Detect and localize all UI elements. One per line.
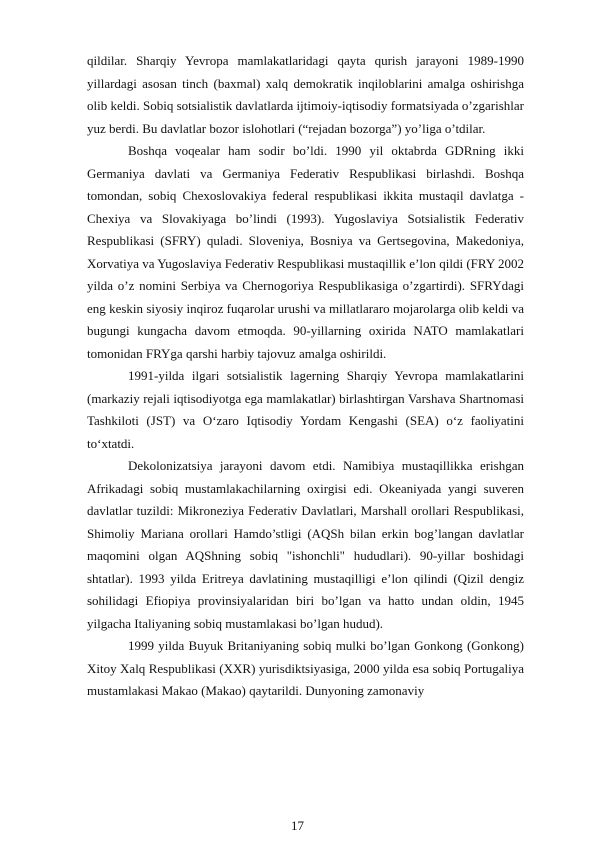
- paragraph-continuation: qildilar. Sharqiy Yevropa mamlakatlaridagi qayta qurish jarayoni 1989-1990 yillardagi asosan tinch (baxmal) xalq demokratik inqiloblarini amalga oshirishga olib keldi. Sobiq sotsialistik davlatlarda ijtimoiy-iqtisodiy formatsiyada o’zgarishlar yuz berdi. Bu davlatlar bozor islohotlari (“rejadan bozorga”) yo’liga o’tdilar.: [87, 53, 524, 136]
- paragraph-warsaw-pact: 1991-yilda ilgari sotsialistik lagerning Sharqiy Yevropa mamlakatlarini (markaziy rejali iqtisodiyotga ega mamlakatlar) birlashtirgan Varshava Shartnomasi Tashkiloti (JST) va O‘zaro Iqtisodiy Yordam Kengashi (SEA) o‘z faoliyatini to‘xtatdi.: [87, 368, 524, 451]
- document-body: [87, 50, 524, 703]
- paragraph-decolonization: Dekolonizatsiya jarayoni davom etdi. Namibiya mustaqillikka erishgan Afrikadagi sobiq mustamlakachilarning oxirgisi edi. Okeaniyada yangi suveren davlatlar tuzildi: Mikroneziya Federativ Davlatlari, Marshall orollari Respublikasi, Shimoliy Mariana orollari Hamdo’stligi (AQSh bilan erkin bog’langan davlatlar maqomini olgan AQShning sobiq "ishonchli" hududlari). 90-yillar boshidagi shtatlar). 1993 yilda Eritreya davlatining mustaqilligi e’lon qilindi (Qizil dengiz sohilidagi Efiopiya provinsiyalaridan biri bo’lgan va hatto undan oldin, 1945 yilgacha Italiyaning sobiq mustamlakasi bo’lgan hudud).: [87, 458, 524, 631]
- paragraph-reunification: Boshqa voqealar ham sodir bo’ldi. 1990 yil oktabrda GDRning ikki Germaniya davlati va Germaniya Federativ Respublikasi birlashdi. Boshqa tomondan, sobiq Chexoslovakiya federal respublikasi ikkita mustaqil davlatga - Chexiya va Slovakiyaga bo’lindi (1993). Yugoslaviya Sotsialistik Federativ Respublikasi (SFRY) quladi. Sloveniya, Bosniya va Gertsegovina, Makedoniya, Xorvatiya va Yugoslaviya Federativ Respublikasi mustaqillik e’lon qildi (FRY 2002 yilda o’z nomini Serbiya va Chernogoriya Respublikasiga o’zgartirdi). SFRYdagi eng keskin siyosiy inqiroz fuqarolar urushi va millatlararo mojarolarga olib keldi va bugungi kungacha davom etmoqda. 90-yillarning oxirida NATO mamlakatlari tomonidan FRYga qarshi harbiy tajovuz amalga oshirildi.: [87, 143, 525, 361]
- page-number: 17: [291, 818, 304, 833]
- paragraph-hong-kong-macau: 1999 yilda Buyuk Britaniyaning sobiq mulki bo’lgan Gonkong (Gonkong) Xitoy Xalq Respublikasi (XXR) yurisdiktsiyasiga, 2000 yilda esa sobiq Portugaliya mustamlakasi Makao (Makao) qaytarildi. Dunyoning zamonaviy: [87, 638, 524, 698]
